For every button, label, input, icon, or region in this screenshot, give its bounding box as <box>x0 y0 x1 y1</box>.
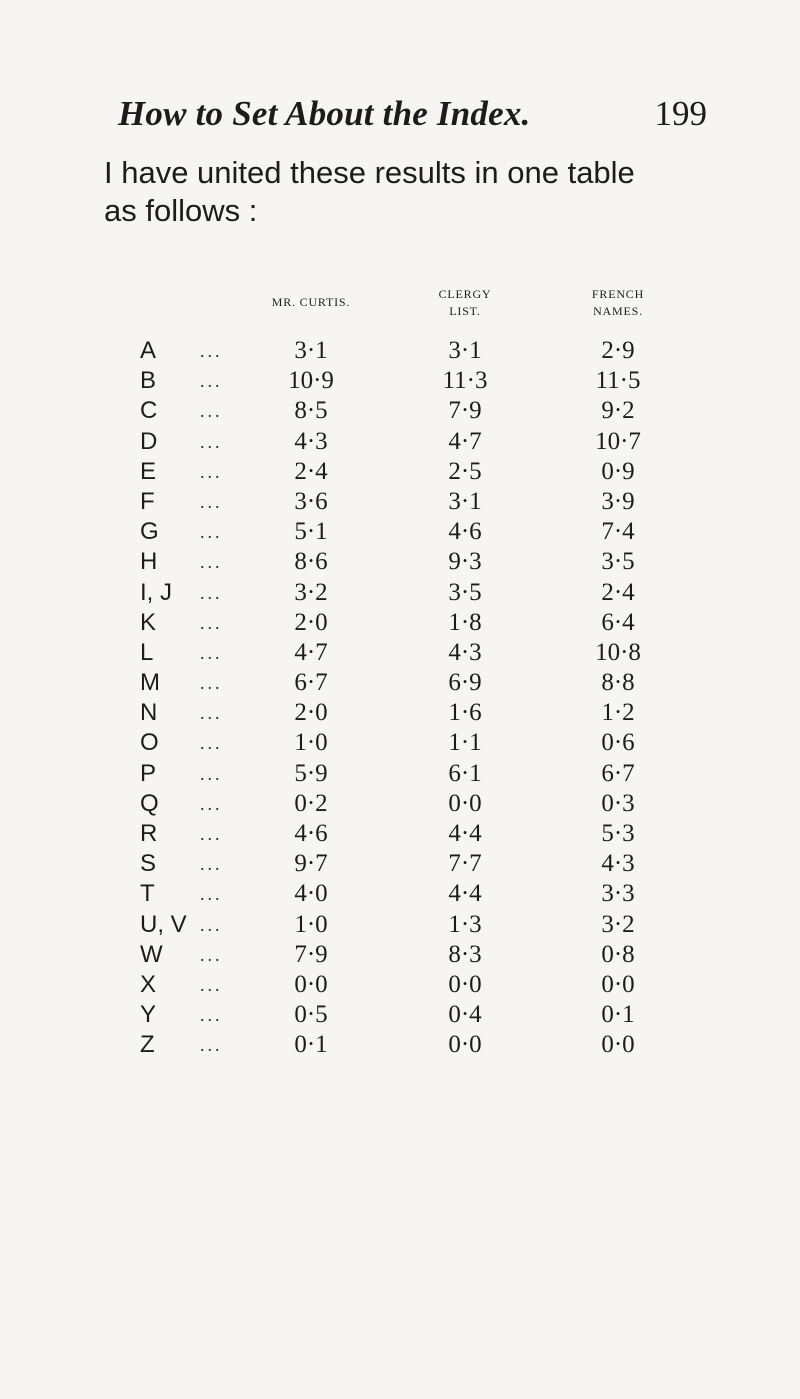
value-clergy-list: 2·5 <box>448 457 482 485</box>
table-row <box>0 608 800 638</box>
leader-dots: ... <box>200 763 223 784</box>
value-clergy-list: 1·8 <box>448 608 482 636</box>
table-row <box>0 517 800 547</box>
row-letter: H <box>140 548 158 576</box>
value-mr-curtis: 6·7 <box>294 669 328 697</box>
value-clergy-list: 0·0 <box>448 1031 482 1059</box>
row-letter: B <box>140 367 157 395</box>
table-row <box>0 970 800 1000</box>
table-row <box>0 668 800 698</box>
leader-dots: ... <box>200 854 223 875</box>
value-clergy-list: 4·3 <box>448 638 482 666</box>
chapter-title: How to Set About the Index. <box>118 94 531 133</box>
table-row <box>0 396 800 426</box>
value-mr-curtis: 2·4 <box>294 457 328 485</box>
leader-dots: ... <box>200 612 223 633</box>
table-row <box>0 759 800 789</box>
value-french-names: 11·5 <box>595 367 641 395</box>
value-french-names: 4·3 <box>601 850 635 878</box>
table-row <box>0 366 800 396</box>
value-mr-curtis: 0·2 <box>294 789 328 817</box>
value-mr-curtis: 2·0 <box>294 699 328 727</box>
value-clergy-list: 4·4 <box>448 880 482 908</box>
table-row <box>0 698 800 728</box>
value-mr-curtis: 5·1 <box>294 518 328 546</box>
table-row <box>0 1000 800 1030</box>
value-french-names: 0·0 <box>601 970 635 998</box>
value-french-names: 5·3 <box>601 820 635 847</box>
row-letter: Q <box>140 789 159 817</box>
table-row <box>0 879 800 909</box>
value-french-names: 8·8 <box>601 669 635 697</box>
leader-dots: ... <box>200 582 223 603</box>
value-french-names: 0·6 <box>601 729 635 757</box>
row-letter: S <box>140 850 157 878</box>
value-mr-curtis: 10·9 <box>288 367 334 395</box>
value-clergy-list: 6·1 <box>448 759 482 787</box>
value-mr-curtis: 0·5 <box>294 1001 328 1029</box>
table-row <box>0 819 800 849</box>
leader-dots: ... <box>200 914 223 935</box>
column-header-mr-curtis: MR. CURTIS. <box>271 295 351 309</box>
leader-dots: ... <box>200 642 223 663</box>
row-letter: T <box>140 880 155 908</box>
leader-dots: ... <box>200 974 223 995</box>
row-letter: G <box>140 518 159 546</box>
row-letter: A <box>140 337 157 364</box>
leader-dots: ... <box>200 733 223 754</box>
value-french-names: 3·3 <box>601 880 635 908</box>
table-row <box>0 578 800 608</box>
value-french-names: 0·0 <box>601 1031 635 1059</box>
value-clergy-list: 3·1 <box>448 487 482 515</box>
value-mr-curtis: 2·0 <box>294 608 328 636</box>
table-row <box>0 789 800 819</box>
value-clergy-list: 0·0 <box>448 970 482 998</box>
value-mr-curtis: 4·7 <box>294 638 328 666</box>
row-letter: P <box>140 759 157 787</box>
table-header <box>0 286 800 326</box>
value-clergy-list: 3·5 <box>448 578 482 606</box>
value-clergy-list: 7·7 <box>448 850 482 878</box>
row-letter: L <box>140 638 154 666</box>
value-clergy-list: 4·6 <box>448 518 482 546</box>
value-french-names: 2·4 <box>601 578 635 606</box>
leader-dots: ... <box>200 703 223 724</box>
letter-frequency-table <box>0 336 800 1061</box>
value-french-names: 3·5 <box>601 548 635 576</box>
value-clergy-list: 1·3 <box>448 910 482 938</box>
leader-dots: ... <box>200 461 223 482</box>
value-clergy-list: 1·6 <box>448 699 482 727</box>
value-mr-curtis: 7·9 <box>294 940 328 968</box>
value-mr-curtis: 5·9 <box>294 759 328 787</box>
leader-dots: ... <box>200 522 223 543</box>
value-french-names: 9·2 <box>601 397 635 425</box>
value-mr-curtis: 8·5 <box>294 397 328 425</box>
value-french-names: 6·7 <box>601 759 635 787</box>
row-letter: Y <box>140 1001 157 1029</box>
page-number: 199 <box>654 94 707 133</box>
value-clergy-list: 1·1 <box>448 729 482 757</box>
value-french-names: 1·2 <box>601 699 635 727</box>
value-french-names: 6·4 <box>601 608 635 636</box>
leader-dots: ... <box>200 371 223 392</box>
value-french-names: 10·8 <box>595 638 641 666</box>
row-letter: M <box>140 669 160 697</box>
table-row <box>0 547 800 577</box>
row-letter: X <box>140 970 157 998</box>
row-letter: Z <box>140 1031 155 1059</box>
value-clergy-list: 0·0 <box>448 789 482 817</box>
value-clergy-list: 4·7 <box>448 427 482 455</box>
leader-dots: ... <box>200 552 223 573</box>
value-mr-curtis: 8·6 <box>294 548 328 576</box>
table-row <box>0 638 800 668</box>
column-header-clergy-list: CLERGY LIST. <box>438 287 492 318</box>
table-row <box>0 1030 800 1060</box>
column-header-french-names: FRENCH NAMES. <box>591 287 645 318</box>
leader-dots: ... <box>200 431 223 452</box>
table-row <box>0 427 800 457</box>
row-letter: U, V <box>140 910 187 938</box>
row-letter: O <box>140 729 159 757</box>
row-letter: F <box>140 487 155 515</box>
value-clergy-list: 7·9 <box>448 397 482 425</box>
value-mr-curtis: 1·0 <box>294 910 328 938</box>
table-row <box>0 336 800 366</box>
value-clergy-list: 3·1 <box>448 337 482 364</box>
row-letter: N <box>140 699 158 727</box>
value-french-names: 0·3 <box>601 789 635 817</box>
value-mr-curtis: 4·6 <box>294 820 328 847</box>
value-clergy-list: 6·9 <box>448 669 482 697</box>
table-row <box>0 487 800 517</box>
row-letter: C <box>140 397 158 425</box>
value-french-names: 3·2 <box>601 910 635 938</box>
leader-dots: ... <box>200 944 223 965</box>
leader-dots: ... <box>200 673 223 694</box>
leader-dots: ... <box>200 824 223 844</box>
value-clergy-list: 4·4 <box>448 820 482 847</box>
value-french-names: 0·9 <box>601 457 635 485</box>
value-mr-curtis: 0·1 <box>294 1031 328 1059</box>
row-letter: W <box>140 940 163 968</box>
value-french-names: 3·9 <box>601 487 635 515</box>
leader-dots: ... <box>200 884 223 905</box>
value-mr-curtis: 1·0 <box>294 729 328 757</box>
row-letter: E <box>140 457 157 485</box>
leader-dots: ... <box>200 401 223 422</box>
value-mr-curtis: 4·3 <box>294 427 328 455</box>
row-letter: K <box>140 608 157 636</box>
value-clergy-list: 11·3 <box>442 367 488 395</box>
leader-dots: ... <box>200 491 223 512</box>
row-letter: D <box>140 427 158 455</box>
value-french-names: 10·7 <box>595 427 641 455</box>
value-french-names: 0·8 <box>601 940 635 968</box>
value-clergy-list: 9·3 <box>448 548 482 576</box>
leader-dots: ... <box>200 341 223 361</box>
value-french-names: 0·1 <box>601 1001 635 1029</box>
value-mr-curtis: 3·1 <box>294 337 328 364</box>
value-mr-curtis: 4·0 <box>294 880 328 908</box>
leader-dots: ... <box>200 1005 223 1026</box>
row-letter: I, J <box>140 578 173 606</box>
value-mr-curtis: 3·6 <box>294 487 328 515</box>
table-row <box>0 457 800 487</box>
intro-paragraph: I have united these results in one table as follows : <box>104 155 635 228</box>
table-row <box>0 910 800 940</box>
value-clergy-list: 0·4 <box>448 1001 482 1029</box>
table-row <box>0 940 800 970</box>
value-french-names: 2·9 <box>601 337 635 364</box>
value-clergy-list: 8·3 <box>448 940 482 968</box>
table-row <box>0 849 800 879</box>
value-mr-curtis: 0·0 <box>294 970 328 998</box>
value-mr-curtis: 9·7 <box>294 850 328 878</box>
table-row <box>0 728 800 758</box>
value-french-names: 7·4 <box>601 518 635 546</box>
value-mr-curtis: 3·2 <box>294 578 328 606</box>
leader-dots: ... <box>200 793 223 814</box>
running-head <box>118 92 707 136</box>
row-letter: R <box>140 820 158 847</box>
leader-dots: ... <box>200 1035 223 1056</box>
